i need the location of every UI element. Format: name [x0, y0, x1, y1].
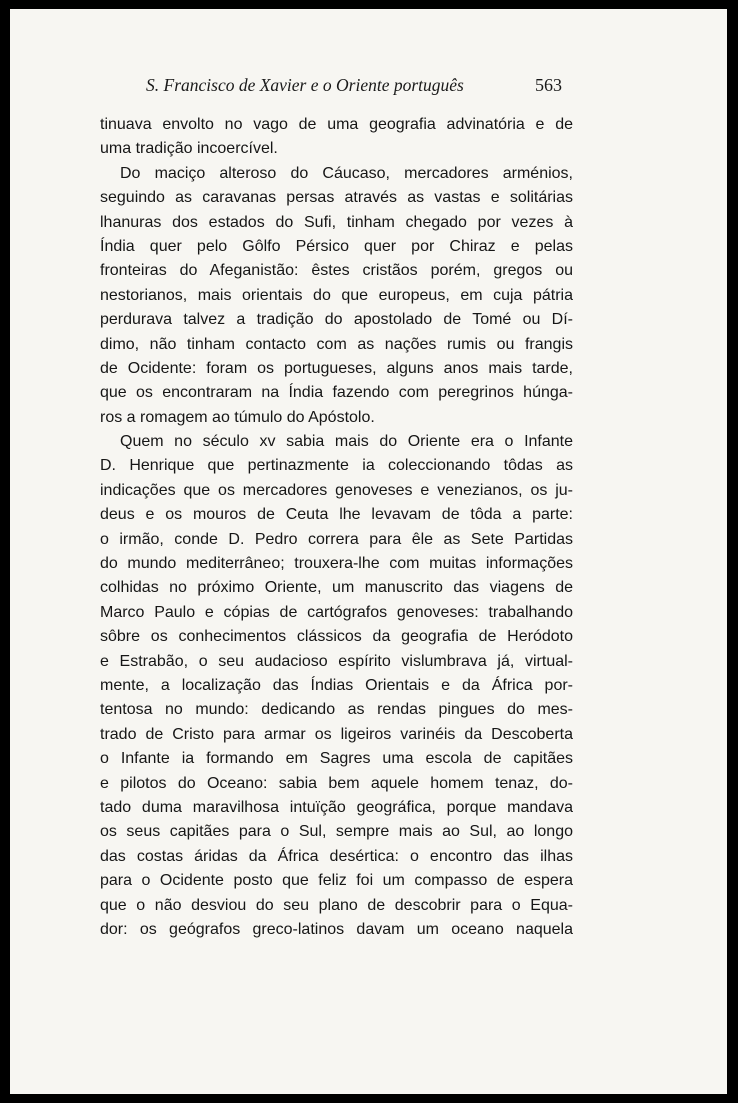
- text-line: das costas áridas da África desértica: o encontro das ilhas: [100, 847, 573, 865]
- text-line: sôbre os conhecimentos clássicos da geografia de Heródoto: [100, 628, 573, 646]
- body-text: [100, 113, 573, 942]
- text-line: perdurava talvez a tradição do apostolado de Tomé ou Dí-: [100, 311, 573, 329]
- text-line: uma tradição incoercível.: [100, 140, 278, 158]
- text-line: mente, a localização das Índias Orientais e da África por-: [100, 676, 573, 694]
- text-line: dimo, não tinham contacto com as nações rumis ou frangis: [100, 335, 573, 353]
- text-line: o irmão, conde D. Pedro correra para êle as Sete Partidas: [100, 530, 573, 548]
- running-title: S. Francisco de Xavier e o Oriente português: [146, 75, 464, 95]
- text-line: o Infante ia formando em Sagres uma escola de capitães: [100, 750, 573, 768]
- text-line: e Estrabão, o seu audacioso espírito vislumbrava já, virtual-: [100, 652, 573, 670]
- text-line: Marco Paulo e cópias de cartógrafos genoveses: trabalhando: [100, 603, 573, 621]
- running-header: [10, 75, 727, 101]
- text-line: nestorianos, mais orientais do que europeus, em cuja pátria: [100, 286, 573, 304]
- text-line: deus e os mouros de Ceuta lhe levavam de tôda a parte:: [100, 506, 573, 524]
- text-line: que os encontraram na Índia fazendo com peregrinos húnga-: [100, 384, 573, 402]
- text-line: lhanuras dos estados do Sufi, tinham chegado por vezes à: [100, 213, 573, 231]
- text-line: de Ocidente: foram os portugueses, alguns anos mais tarde,: [100, 359, 573, 377]
- text-line: e pilotos do Oceano: sabia bem aquele homem tenaz, do-: [100, 774, 573, 792]
- text-line: do mundo mediterrâneo; trouxera-lhe com muitas informações: [100, 555, 573, 573]
- text-line: tado duma maravilhosa intuïção geográfica, porque mandava: [100, 798, 573, 816]
- text-line: os seus capitães para o Sul, sempre mais ao Sul, ao longo: [100, 823, 573, 841]
- page-number: 563: [535, 75, 562, 95]
- text-line: dor: os geógrafos greco-latinos davam um oceano naquela: [100, 920, 573, 938]
- text-line: fronteiras do Afeganistão: êstes cristãos porém, gregos ou: [100, 262, 573, 280]
- text-line: seguindo as caravanas persas através as vastas e solitárias: [100, 189, 573, 207]
- text-line: ros a romagem ao túmulo do Apóstolo.: [100, 408, 375, 426]
- book-page: [10, 9, 727, 1094]
- text-line: tinuava envolto no vago de uma geografia advinatória e de: [100, 116, 573, 133]
- text-line: para o Ocidente posto que feliz foi um compasso de espera: [100, 872, 573, 890]
- text-line: Quem no século xv sabia mais do Oriente era o Infante: [120, 433, 573, 451]
- text-line: colhidas no próximo Oriente, um manuscrito das viagens de: [100, 579, 573, 597]
- text-line: indicações que os mercadores genoveses e venezianos, os ju-: [100, 481, 573, 499]
- text-line: Do maciço alteroso do Cáucaso, mercadores arménios,: [120, 164, 573, 182]
- text-line: que o não desviou do seu plano de descobrir para o Equa-: [100, 896, 573, 914]
- text-line: Índia quer pelo Gôlfo Pérsico quer por Chiraz e pelas: [100, 237, 573, 255]
- text-line: D. Henrique que pertinazmente ia coleccionando tôdas as: [100, 457, 573, 475]
- text-line: trado de Cristo para armar os ligeiros varinéis da Descoberta: [100, 725, 573, 743]
- text-line: tentosa no mundo: dedicando as rendas pingues do mes-: [100, 701, 573, 719]
